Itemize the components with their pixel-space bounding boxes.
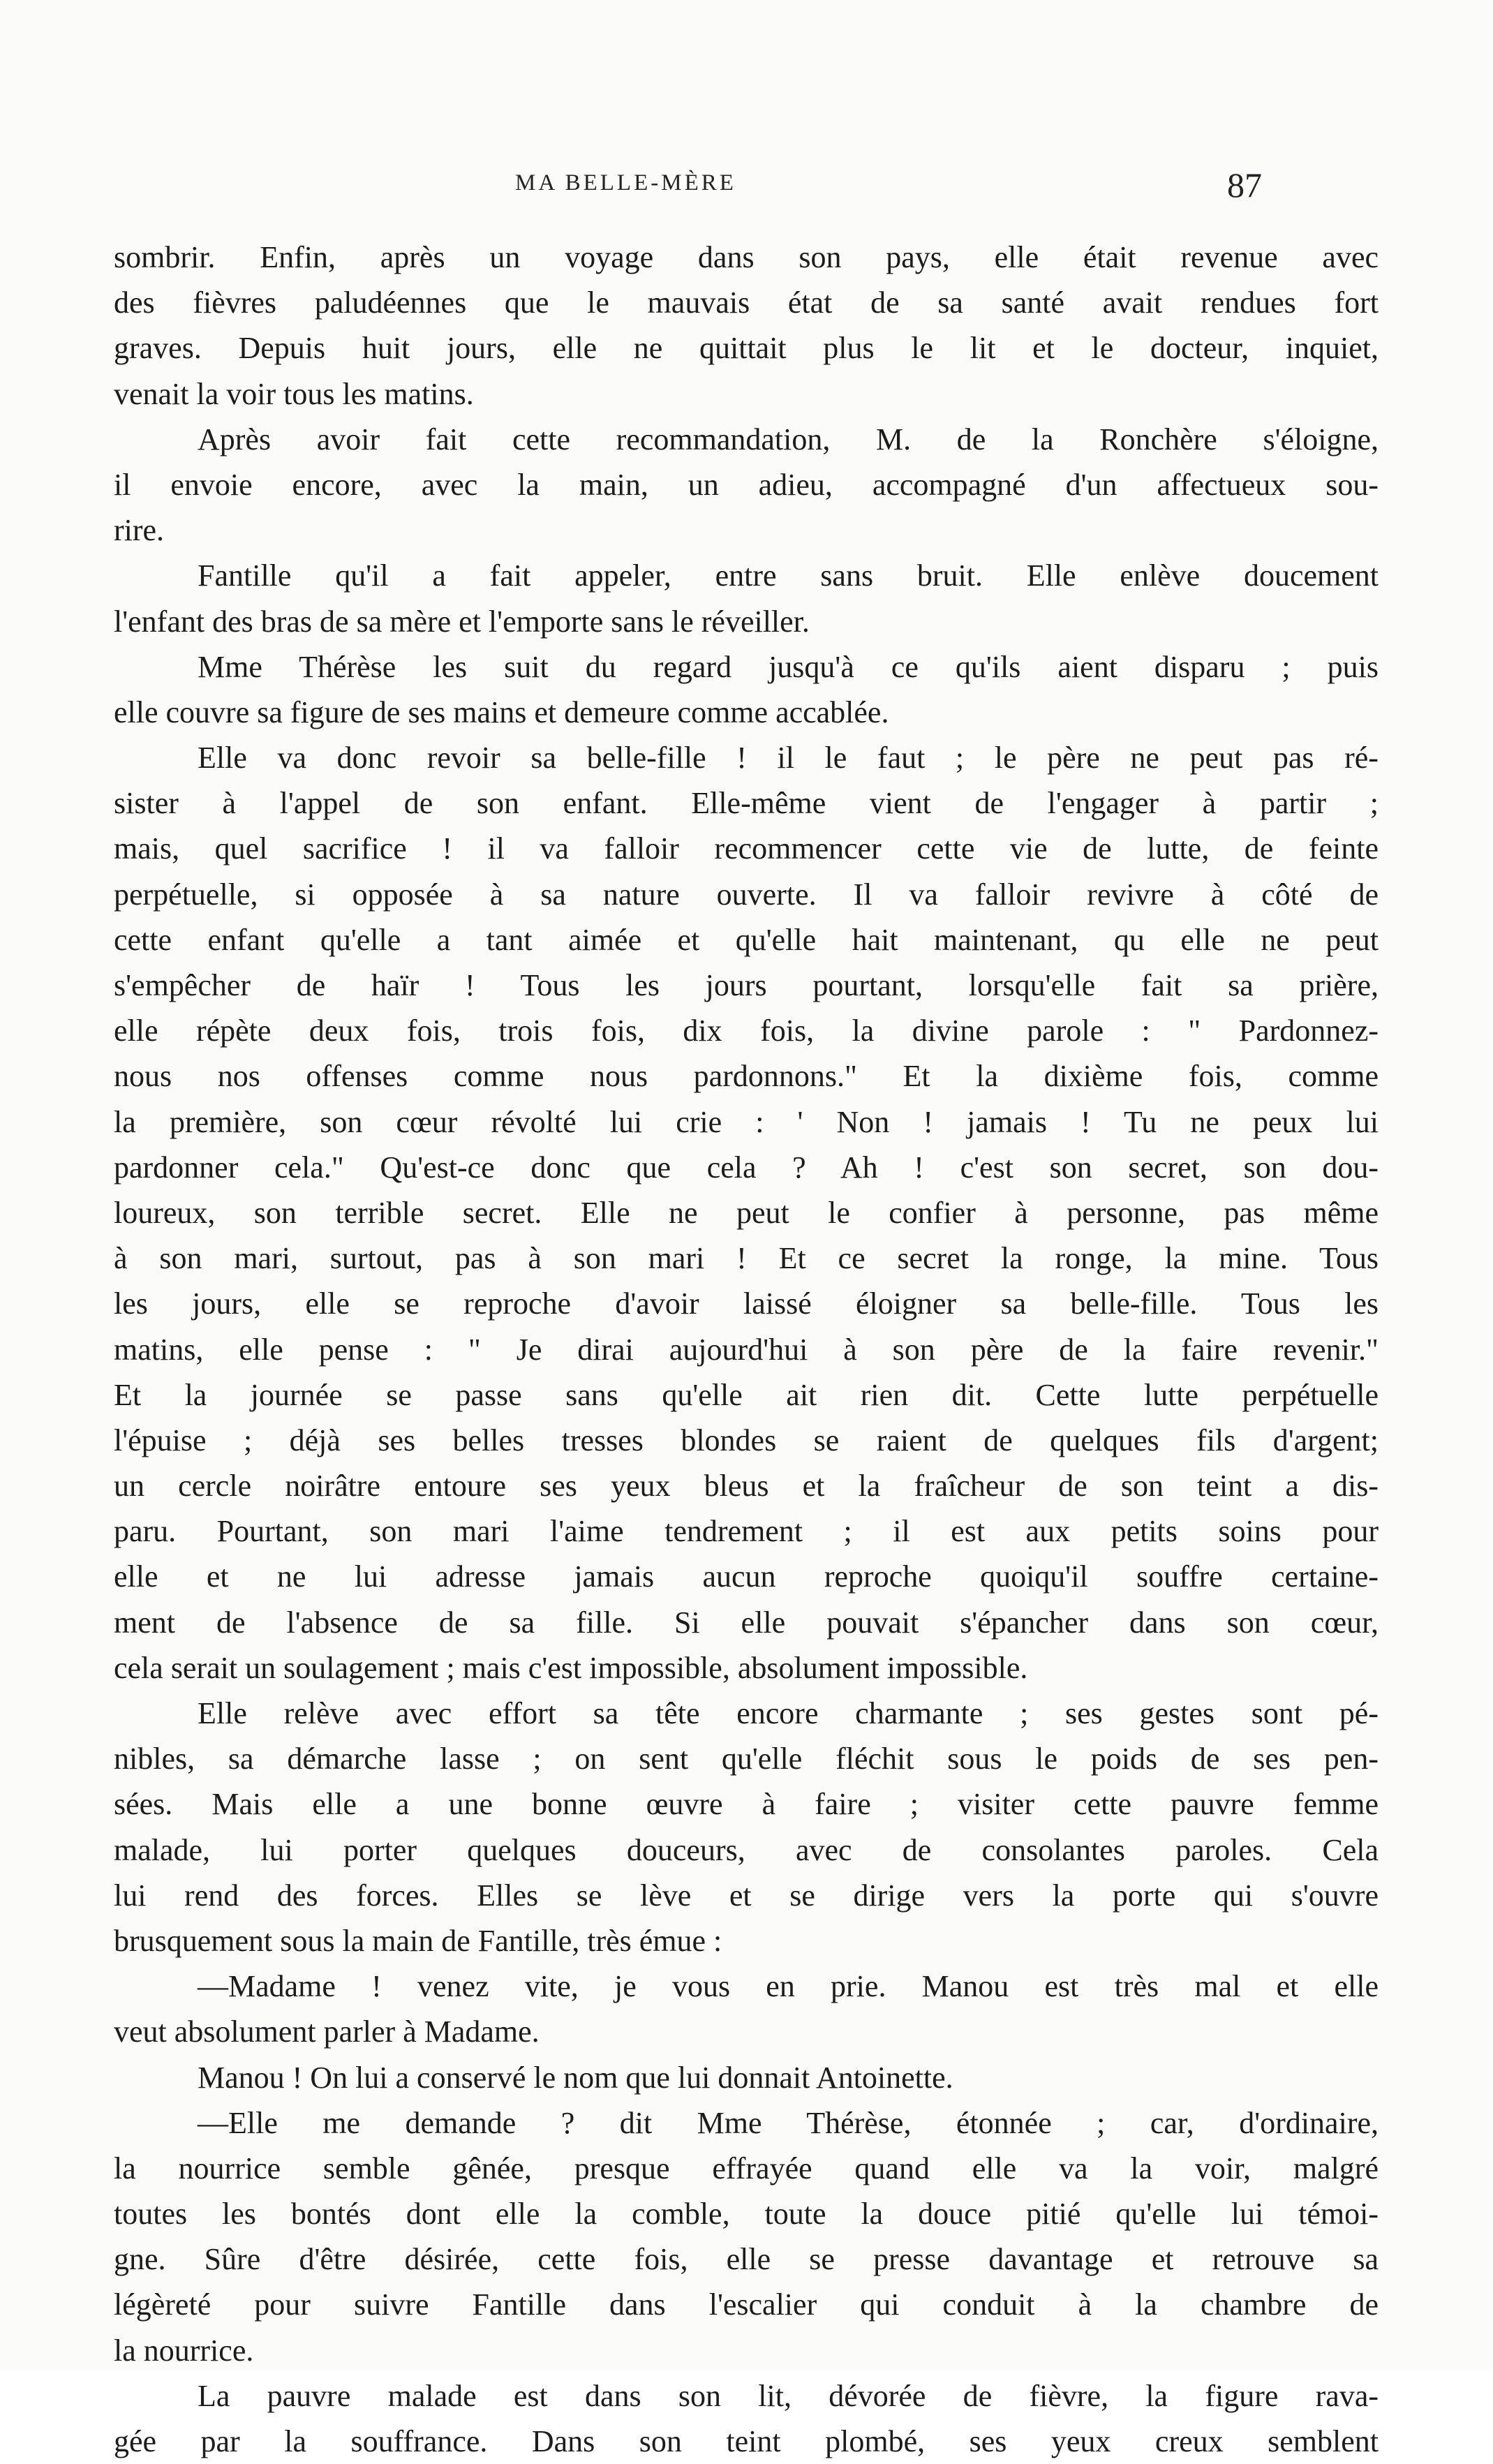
text-line: graves. Depuis huit jours, elle ne quittait plus le lit et le docteur, inquiet, (114, 331, 1379, 366)
text-line: brusquement sous la main de Fantille, très émue : (114, 1923, 722, 1958)
text-line: cette enfant qu'elle a tant aimée et qu'elle hait maintenant, qu elle ne peut (114, 922, 1379, 957)
text-line: il envoie encore, avec la main, un adieu, accompagné d'un affectueux sou- (114, 467, 1379, 502)
text-line: la première, son cœur révolté lui crie : ' Non ! jamais ! Tu ne peux lui (114, 1104, 1379, 1139)
text-line: malade, lui porter quelques douceurs, avec de consolantes paroles. Cela (114, 1832, 1379, 1867)
text-line: paru. Pourtant, son mari l'aime tendrement ; il est aux petits soins pour (114, 1514, 1379, 1549)
text-line: —Elle me demande ? dit Mme Thérèse, étonnée ; car, d'ordinaire, (198, 2105, 1379, 2140)
text-line: Mme Thérèse les suit du regard jusqu'à ce qu'ils aient disparu ; puis (198, 649, 1379, 684)
text-line: l'enfant des bras de sa mère et l'emporte sans le réveiller. (114, 604, 810, 639)
text-line: La pauvre malade est dans son lit, dévorée de fièvre, la figure rava- (198, 2378, 1379, 2413)
text-line: l'épuise ; déjà ses belles tresses blondes se raient de quelques fils d'argent; (114, 1423, 1379, 1457)
text-line: Elle va donc revoir sa belle-fille ! il le faut ; le père ne peut pas ré- (198, 741, 1379, 775)
text-line: nous nos offenses comme nous pardonnons." Et la dixième fois, comme (114, 1059, 1379, 1094)
text-line: loureux, son terrible secret. Elle ne peut le confier à personne, pas même (114, 1195, 1379, 1230)
text-line: légèreté pour suivre Fantille dans l'escalier qui conduit à la chambre de (114, 2287, 1379, 2322)
text-line: lui rend des forces. Elles se lève et se dirige vers la porte qui s'ouvre (114, 1878, 1379, 1913)
text-line: veut absolument parler à Madame. (114, 2014, 540, 2049)
text-line: gée par la souffrance. Dans son teint plombé, ses yeux creux semblent (114, 2424, 1379, 2458)
text-line: à son mari, surtout, pas à son mari ! Et ce secret la ronge, la mine. Tous (114, 1241, 1379, 1276)
text-line: venait la voir tous les matins. (114, 376, 474, 411)
text-line: elle couvre sa figure de ses mains et demeure comme accablée. (114, 695, 889, 729)
text-line: mais, quel sacrifice ! il va falloir recommencer cette vie de lutte, de feinte (114, 831, 1379, 866)
running-head: MA BELLE-MÈRE (515, 170, 736, 195)
text-line: sées. Mais elle a une bonne œuvre à faire ; visiter cette pauvre femme (114, 1787, 1379, 1822)
text-line: sombrir. Enfin, après un voyage dans son pays, elle était revenue avec (114, 240, 1379, 274)
text-line: —Madame ! venez vite, je vous en prie. Manou est très mal et elle (198, 1969, 1379, 2004)
text-line: un cercle noirâtre entoure ses yeux bleus et la fraîcheur de son teint a dis- (114, 1469, 1379, 1504)
body-text (114, 235, 1379, 2464)
text-line: matins, elle pense : " Je dirai aujourd'hui à son père de la faire revenir." (114, 1332, 1379, 1367)
page-number: 87 (1227, 165, 1262, 205)
text-line: Après avoir fait cette recommandation, M. de la Ronchère s'éloigne, (198, 422, 1379, 457)
text-line: Fantille qu'il a fait appeler, entre sans bruit. Elle enlève doucement (198, 558, 1379, 593)
text-line: rire. (114, 513, 165, 548)
text-line: perpétuelle, si opposée à sa nature ouverte. Il va falloir revivre à côté de (114, 877, 1379, 912)
text-line: cela serait un soulagement ; mais c'est impossible, absolument impossible. (114, 1650, 1028, 1685)
text-line: ment de l'absence de sa fille. Si elle pouvait s'épancher dans son cœur, (114, 1605, 1379, 1640)
text-line: elle et ne lui adresse jamais aucun reproche quoiqu'il souffre certaine- (114, 1559, 1379, 1594)
text-line: des fièvres paludéennes que le mauvais état de sa santé avait rendues fort (114, 285, 1379, 320)
text-line: la nourrice. (114, 2333, 254, 2368)
text-line: toutes les bontés dont elle la comble, toute la douce pitié qu'elle lui témoi- (114, 2197, 1379, 2232)
text-line: gne. Sûre d'être désirée, cette fois, elle se presse davantage et retrouve sa (114, 2242, 1379, 2277)
text-line: elle répète deux fois, trois fois, dix fois, la divine parole : " Pardonnez- (114, 1014, 1379, 1048)
text-line: s'empêcher de haïr ! Tous les jours pourtant, lorsqu'elle fait sa prière, (114, 968, 1379, 1002)
text-line: pardonner cela." Qu'est-ce donc que cela ? Ah ! c'est son secret, son dou- (114, 1150, 1379, 1185)
text-line: la nourrice semble gênée, presque effrayée quand elle va la voir, malgré (114, 2151, 1379, 2185)
text-line: les jours, elle se reproche d'avoir laissé éloigner sa belle-fille. Tous les (114, 1286, 1379, 1321)
text-line: Elle relève avec effort sa tête encore charmante ; ses gestes sont pé- (198, 1696, 1379, 1730)
text-line: sister à l'appel de son enfant. Elle-même vient de l'engager à partir ; (114, 786, 1379, 821)
text-line: Manou ! On lui a conservé le nom que lui donnait Antoinette. (198, 2060, 953, 2095)
text-line: Et la journée se passe sans qu'elle ait rien dit. Cette lutte perpétuelle (114, 1377, 1379, 1412)
text-line: nibles, sa démarche lasse ; on sent qu'elle fléchit sous le poids de ses pen- (114, 1742, 1379, 1776)
